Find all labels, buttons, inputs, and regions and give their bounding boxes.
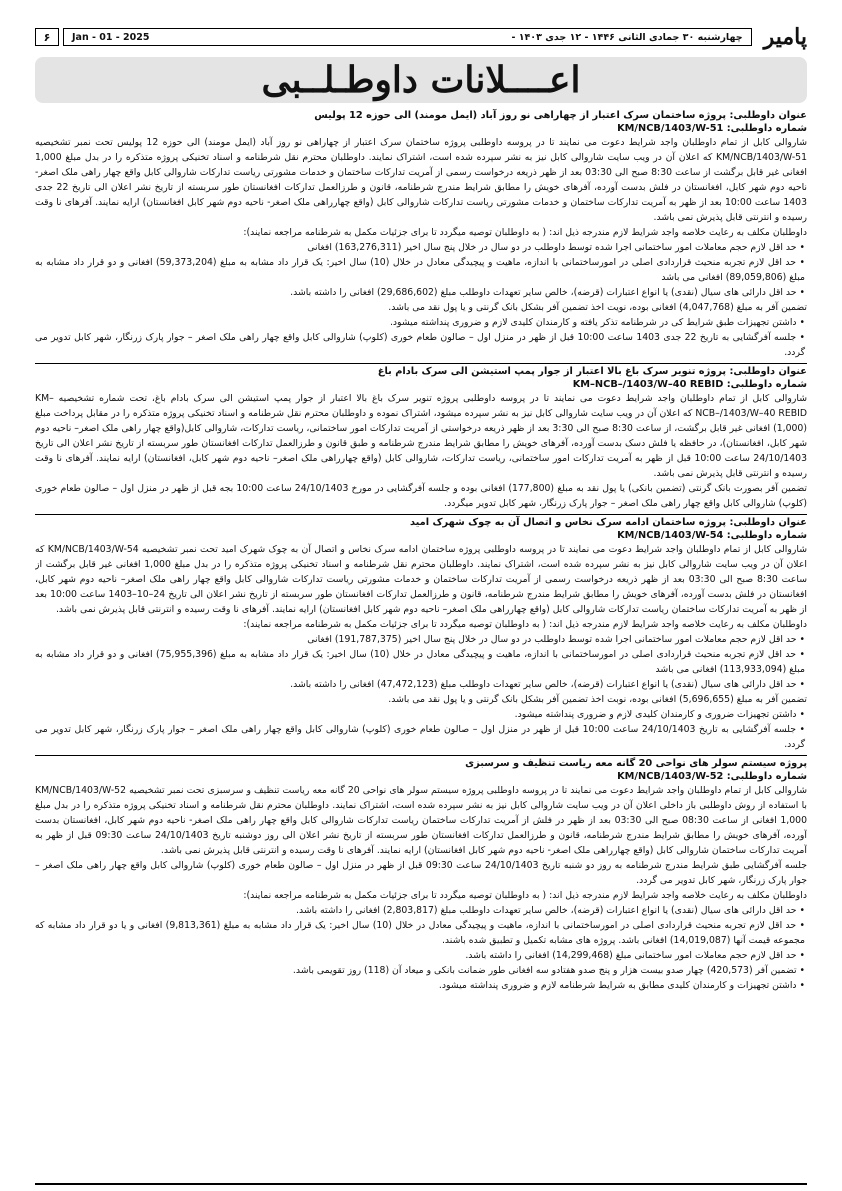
tender-title: عنوان داوطلبی: پروژه تنویر سرک باغ بالا اعتبار از جوار پمپ استیشن الی سرک بادام باغ: [377, 366, 807, 377]
tender-title: عنوان داوطلبی: پروژه ساختمان سرک اعتبار از چهاراهی نو روز آباد (ایمل مومند) الی حوزه 12 پولیس: [314, 110, 807, 121]
tender-announcement: [35, 108, 807, 364]
tender-paragraph: • حد اقل دارائی های سیال (نقدی) یا انواع اعتبارات (قرضه)، خالص سایر تعهدات داوطلب مبلغ (2,803,817) افغانی را داشته باشد.: [296, 905, 805, 916]
tender-paragraph: شاروالی کابل از تمام داوطلبان واجد شرایط دعوت می نمایند تا در پروسه داوطلبی پروژه سیستم سولر های نواحی 20 گانه معه ریاست تنظیف و سرسبزی تحت نمبر تشخیصیه KM/NCB/1403/W-52 با استفاده از روش داوطلبی باز داخلی اعلان آن در ویب سایت شاروالی کابل نیز به نشر سپرده شده است، اشتراک نمایند. داوطلبان محترم نقل شرطنامه و اسناد تخنیکی پروژه متذکره را در بدل مبلغ 1,000 افغانی از ساعت 08:30 صبح الی 03:30 بعد از ظهر در فلش از آمریت تدارکات ساختمان ریاست تدارکات شاروالی کابل واقع چهار راهی ملک اصغر- ناحیه دوم شهر کابل، افغانستان بدست آورده، آفرهای خویش را مطابق شرایط مندرج شرطنامه، قانون و طرزالعمل تدارکات افغانستان طور سربسته از تاریخ نشر اعلان الی روز دوشنبه تاریخ 24/10/1403 ساعت 09:30 قبل از ظهر به آمریت تدارکات ساختمان شاروالی کابل (واقع چهارراهی ملک اصغر- ناحیه دوم شهر کابل افغانستان) ارایه نمایند. آفرهای نا وقت رسیده و انترنتی قابل پذیرش نمی باشد.: [35, 785, 807, 856]
bottom-divider: [35, 1183, 807, 1185]
tender-title: عنوان داوطلبی: پروژه ساختمان ادامه سرک نخاس و اتصال آن به چوک شهرک امید: [410, 517, 807, 528]
tender-paragraph: • داشتن تجهیزات طبق شرایط کی در شرطنامه تذکر یافته و کارمندان کلیدی لازم و ضروری پنداشته میشود.: [389, 317, 805, 328]
tender-paragraph: داوطلبان مکلف به رعایت خلاصه واجد شرایط لازم مندرجه ذیل اند: ( به داوطلبان توصیه میگردد تا برای جزئیات مکمل به شرطنامه مراجعه نمایند):: [243, 227, 807, 238]
tender-paragraph: • حد اقل لازم تجربه منحیث قراردادی اصلی در امورساختمانی با اندازه، ماهیت و پیچیدگی معادل در خلال (10) سال اخیر: یک قرار داد مشابه به مبلغ (75,955,396) افغانی و دو قرار داد مشابه به مبلغ (113,933,094) افغانی می باشد: [35, 649, 806, 675]
tender-paragraph: • حد اقل لازم حجم معاملات امور ساختمانی اجرا شده توسط داوطلب در دو سال در خلال پنج سال اخیر (163,276,311) افغانی: [307, 242, 805, 253]
tender-paragraph: • تضمین آفر (420,573) چهار صدو بیست هزار و پنج صدو هفتادو سه افغانی طور ضمانت بانکی و میعاد آن (118) روز تقویمی باشد.: [292, 965, 805, 976]
tender-number: شماره داوطلبی: KM/NCB/1403/W-52: [617, 770, 807, 782]
page-title: اعــــلانات داوطـلــبی: [261, 59, 581, 101]
tender-paragraph: تضمین آفر به مبلغ (5,696,655) افغانی بوده، نوبت اخذ تضمین آفر بشکل بانک گرنتی و یا پول نقد می باشد.: [388, 694, 807, 705]
tender-paragraph: شاروالی کابل از تمام داوطلبان واجد شرایط دعوت می نمایند تا در پروسه داوطلبی پروژه تنویر سرک باغ بالا اعتبار از جوار پمپ استیشن الی سرک بادام باغ، تحت شماره تشخیصیه KM–NCB–/1403/W–40 REBID که اعلان آن در ویب سایت شاروالی کابل نیز به نشر سپرده میشود، اشتراک نموده و داوطلبان محترم نقل شرطنامه و اسناد تخنیکی پروژه متذکره را در مقابل پرداخت مبلغ (1,000) افغانی غیر قابل برگشت، از ساعت 8:30 صبح الی 3:30 بعد از ظهر ذریعه درخواستی از آمریت تدارکات امور ساختمانی، ریاست تدارکات، شاروالی کابل(واقع چهار راهی ملک اصغر– ناحیه دوم شهر کابل، افغانستان)، در حافظه یا فلش دسک بدست آورده، آفرهای خویش را مطابق شرایط مندرج شرطنامه و طبق قانون و طرزالعمل تدارکات افغانستان طور سربسته از تاریخ نشر اعلان الی تاریخ 24/10/1403 ساعت 10:00 قبل از ظهر به آمریت تدارکات امور ساختمانی، ریاست تدارکات، شاروالی کابل (واقع چهارراهی ملک اصغر– ناحیه دوم شهر کابل، افغانستان) ارایه نمایند. آفرهای نا وقت رسیده و انترنتی قابل پذیرش نمی باشد.: [35, 393, 807, 479]
tender-title: پروژه سیستم سولر های نواحی 20 گانه معه ریاست تنظیف و سرسبزی: [465, 758, 807, 769]
newspaper-brand: پامیر: [763, 24, 807, 50]
tender-paragraph: داوطلبان مکلف به رعایت خلاصه واجد شرایط لازم مندرجه ذیل اند: ( به داوطلبان توصیه میگردد تا برای جزئیات مکمل به شرطنامه مراجعه نمایند):: [243, 619, 807, 630]
tender-paragraph: • حد اقل لازم حجم معاملات امور ساختمانی مبلغ (14,299,468) افغانی را داشته باشد.: [465, 950, 805, 961]
tender-number: شماره داوطلبی: KM/NCB/1403/W-51: [617, 122, 807, 134]
tender-paragraph: • داشتن تجهیزات و کارمندان کلیدی مطابق به شرایط شرطنامه لازم و ضروری پنداشته میشود.: [438, 980, 805, 991]
tender-paragraph: جلسه آفرگشایی طبق شرایط مندرج شرطنامه به روز دو شنبه تاریخ 24/10/1403 ساعت 09:30 قبل از ظهر در منزل اول – صالون طعام خوری (کلوپ) شاروالی کابل واقع چهار راهی ملک اصغر – جوار پارک زرنگار، شهر کابل تدویر می گردد.: [35, 860, 807, 886]
tender-paragraph: تضمین آفر بصورت بانک گرنتی (تضمین بانکی) یا پول نقد به مبلغ (177,800) افغانی بوده و جلسه آفرگشایی در مورخ 24/10/1403 ساعت 10:00 بجه قبل از ظهر در منزل اول – صالون طعام خوری (کلوپ) شاروالی کابل واقع چهار راهی ملک اصغر – جوار پارک زرنگار، شهر کابل تدویر میگردد.: [35, 483, 807, 509]
tender-paragraph: • جلسه آفرگشایی به تاریخ 22 جدی 1403 ساعت 10:00 قبل از ظهر در منزل اول – صالون طعام خوری (کلوپ) شاروالی کابل واقع چهار راهی ملک اصغر – جوار پارک زرنگار، شهر کابل تدویر می گردد.: [35, 332, 806, 358]
tender-paragraph: شاروالی کابل از تمام داوطلبان واجد شرایط دعوت می نمایند تا در پروسه داوطلبی پروژه ساختمان ادامه سرک نخاس و اتصال آن به چوک شهرک امید تحت نمبر تشخیصیه KM/NCB/1403/W-54 که اعلان آن در ویب سایت شاروالی کابل نیز به نشر سپرده شده است، اشتراک نمایند. داوطلبان محترم نقل شرطنامه و اسناد تخنیکی پروژه متذکره را در بدل مبلغ 1,000 افغانی غیر قابل برگشت از ساعت 8:30 صبح الی 03:30 بعد از ظهر ذریعه درخواست رسمی از آمریت تدارکات ساختمان و خدمات مشورتی ریاست تدارکات شاروالی کابل واقع چهار راهی ملک اصغر– ناحیه دوم شهر کابل، افغانستان در فلش بدست آورده، آفرهای خویش را مطابق شرایط مندرج شرطنامه، قانون و طرزالعمل تدارکات افغانستان طور سربسته از تاریخ نشر اعلان الی تاریخ 24–10–1403 ساعت 10:00 بعد از ظهر به آمریت تدارکات ساختمان ریاست تدارکات شاروالی کابل (واقع چهارراهی ملک اصغر– ناحیه دوم شهر کابل افغانستان) ارایه نمایند. آفرهای نا وقت رسیده و انترنتی قابل پذیرش نمی باشد.: [35, 544, 807, 615]
tender-announcement: [35, 756, 807, 996]
announcements-list: [35, 108, 807, 1177]
tender-paragraph: • حد اقل لازم حجم معاملات امور ساختمانی اجرا شده توسط داوطلب در دو سال در خلال پنج سال اخیر (191,787,375) افغانی: [307, 634, 805, 645]
tender-paragraph: • حد اقل لازم تجربه منحیث قراردادی اصلی در امورساختمانی با اندازه، ماهیت و پیچیدگی معادل در خلال (10) سال اخیر: یک قرار داد مشابه به مبلغ (9,813,361) افغانی و یا دو قرار داد مشابه که مجموعه قیمت آنها (14,019,087) افغانی باشد. پروژه های مشابه تکمیل و تطبیق شده باشند.: [35, 920, 805, 946]
page-header: [35, 25, 807, 49]
tender-number: شماره داوطلبی: KM–NCB–/1403/W–40 REBID: [572, 378, 807, 390]
tender-paragraph: تضمین آفر به مبلغ (4,047,768) افغانی بوده، نویت اخذ تضمین آفر بشکل بانک گرنتی و یا پول نقد می باشد.: [388, 302, 807, 313]
tender-paragraph: • حد اقل دارائی های سیال (نقدی) یا انواع اعتبارات (قرضه)، خالص سایر تعهدات داوطلب مبلغ (47,472,123) افغانی را داشته باشد.: [290, 679, 805, 690]
tender-announcement: [35, 515, 807, 756]
date-english: Jan - 01 - 2025: [72, 31, 150, 43]
date-bar: [63, 28, 752, 46]
tender-paragraph: • حد اقل لازم تجربه منحیث قراردادی اصلی در امورساختمانی با اندازه، ماهیت و پیچیدگی معادل در خلال (10) سال اخیر: یک قرار داد مشابه به مبلغ (59,373,204) افغانی و دو قرار داد مشابه به مبلغ (89,059,806) افغانی می باشد: [35, 257, 806, 283]
tender-announcement: [35, 364, 807, 515]
date-persian: چهارشنبه ۳۰ جمادی الثانی ۱۴۴۶ - ۱۲ جدی ۱۴۰۳ -: [511, 31, 743, 43]
tender-paragraph: شاروالی کابل از تمام داوطلبان واجد شرایط دعوت می نمایند تا در پروسه داوطلبی پروژه ساختمان سرک اعتبار از چهاراهی نو روز آباد (ایمل مومند) الی حوزه 12 پولیس تحت نمبر تشخیصیه KM/NCB/1403/W-51 که اعلان آن در ویب سایت شاروالی کابل نیز به نشر سپرده شده است، اشتراک نمایند. داوطلبان محترم نقل شرطنامه و اسناد تخنیکی پروژه متذکره را در بدل مبلغ 1,000 افغانی غیر قابل برگشت از ساعت 8:30 صبح الی 03:30 بعد از ظهر ذریعه درخواست رسمی از آمریت تدارکات ساختمان و خدمات مشورتی ریاست تدارکات شاروالی کابل واقع چهار راهی ملک اصغر- ناحیه دوم شهر کابل، افغانستان در فلش بدست آورده، آفرهای خویش را مطابق شرایط مندرج شرطنامه، قانون و طرزالعمل تدارکات افغانستان طور سربسته از تاریخ نشر اعلان الی تاریخ 22 جدی 1403 ساعت 10:00 بعد از ظهر به آمریت تدارکات ساختمان و خدمات مشورتی ریاست تدارکات شاروالی کابل (واقع چهارراهی ملک اصغر- ناحیه دوم شهر کابل افغانستان) ارایه نمایند. آفرهای نا وقت رسیده و انترنتی قابل پذیرش نمی باشد.: [35, 137, 807, 223]
tender-paragraph: • حد اقل دارائی های سیال (نقدی) یا انواع اعتبارات (قرضه)، خالص سایر تعهدات داوطلب مبلغ (29,686,602) افغانی را داشته باشد.: [290, 287, 805, 298]
tender-paragraph: داوطلبان مکلف به رعایت خلاصه واجد شرایط لازم مندرجه ذیل اند: ( به داوطلبان توصیه میگردد تا برای جزئیات مکمل به شرطنامه مراجعه نمایند):: [243, 890, 807, 901]
page-number: ۶: [35, 28, 59, 46]
tender-number: شماره داوطلبی: KM/NCB/1403/W-54: [617, 529, 807, 541]
tender-paragraph: • جلسه آفرگشایی به تاریخ 24/10/1403 ساعت 10:00 قبل از ظهر در منزل اول – صالون طعام خوری (کلوپ) شاروالی کابل واقع چهار راهی ملک اصغر – جوار پارک زرنگار، شهر کابل تدویر می گردد.: [35, 724, 805, 750]
section-title-banner: [35, 57, 807, 103]
tender-paragraph: • داشتن تجهیزات ضروری و کارمندان کلیدی لازم و ضروری پنداشته میشود.: [514, 709, 805, 720]
